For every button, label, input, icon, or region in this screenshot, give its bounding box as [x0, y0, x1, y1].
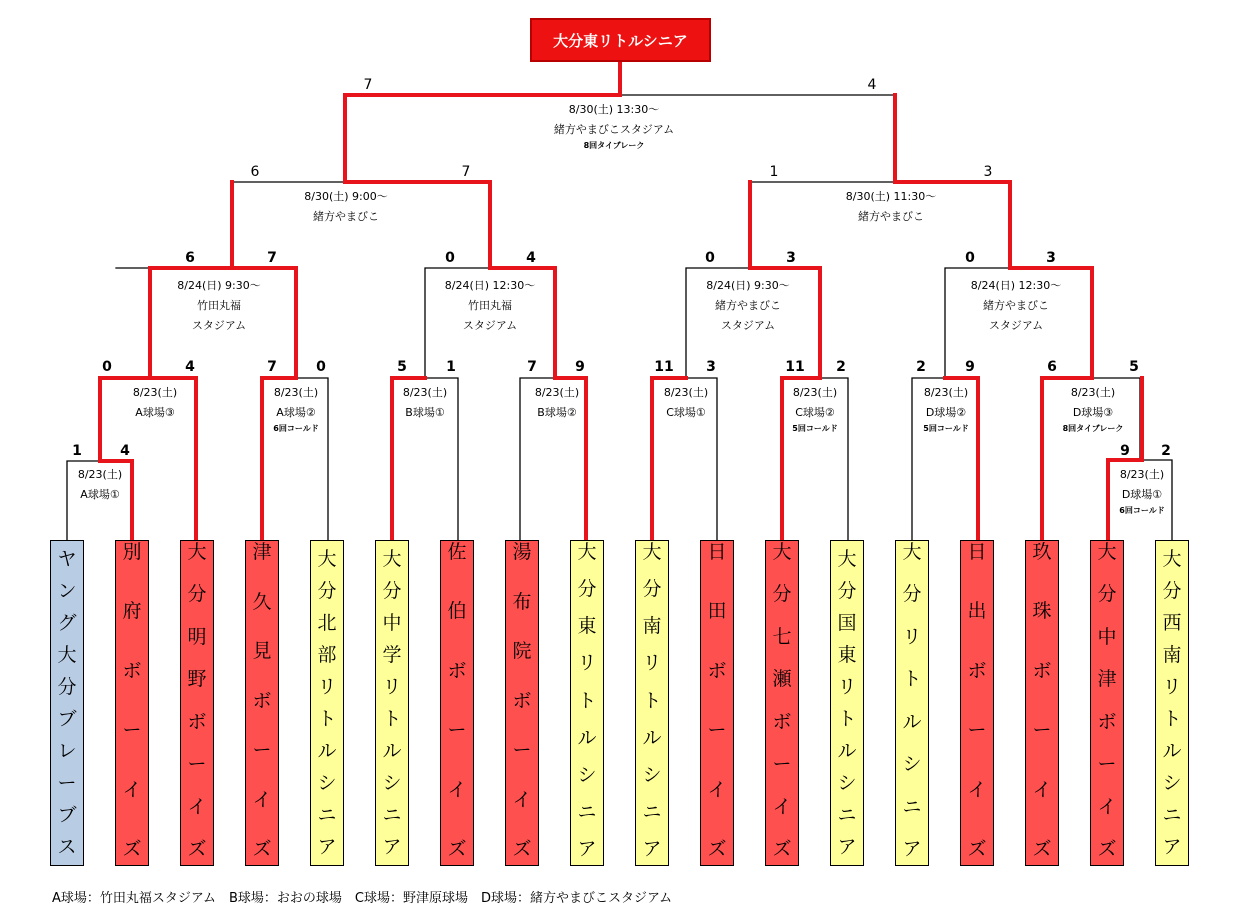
team-name-char: ー	[772, 753, 792, 776]
team-box	[440, 540, 474, 866]
team-name-char: イ	[187, 795, 207, 818]
team-name-char: 分	[837, 580, 857, 602]
team-name-char: 分	[1097, 583, 1117, 606]
match-info-sf2	[846, 187, 936, 227]
team-name-char: ル	[317, 740, 337, 762]
team-name-char: 分	[57, 676, 77, 698]
score-label: 7	[527, 359, 537, 375]
team-box	[180, 540, 214, 866]
match-note: 8回タイブレーク	[583, 141, 645, 150]
team-name-char: リ	[902, 625, 922, 648]
team-name-char: 湯	[512, 541, 532, 563]
team-name-char: ル	[902, 710, 922, 733]
team-name-char: 大	[317, 548, 337, 570]
match-venue: 緒方やまびこ	[857, 210, 924, 223]
team-name-char: 東	[577, 615, 597, 638]
team-name-char: 東	[837, 644, 857, 666]
team-name-char: 日	[967, 541, 987, 563]
match-date: 8/30(土) 9:00～	[304, 190, 388, 203]
match-venue: 緒方やまびこ	[982, 299, 1049, 312]
team-box	[960, 540, 994, 866]
team-name-char: 伯	[447, 600, 467, 623]
team-name-char: ー	[967, 719, 987, 742]
match-venue: 緒方やまびこ	[714, 299, 781, 312]
match-venue: 竹田丸福	[467, 299, 512, 312]
team-name-char: ズ	[1032, 837, 1052, 860]
team-name-char: リ	[642, 652, 662, 675]
match-date: 8/23(土)	[1070, 386, 1116, 399]
score-label: 2	[916, 359, 926, 375]
match-venue: D球場②	[925, 406, 967, 419]
team-box	[1155, 540, 1189, 866]
match-venue: A球場②	[276, 406, 316, 419]
match-date: 8/24(日) 9:30～	[706, 279, 790, 292]
team-name-char: 久	[252, 590, 272, 613]
team-name-char: ア	[382, 836, 402, 858]
team-name-char: イ	[707, 778, 727, 801]
team-name-char: 野	[187, 668, 207, 691]
score-label: 2	[1161, 443, 1171, 459]
match-date: 8/23(土)	[273, 386, 319, 399]
team-name-char: イ	[447, 778, 467, 801]
team-name-char: 大	[772, 541, 792, 563]
team-name-char: 西	[1162, 612, 1182, 634]
team-name-char: ズ	[772, 837, 792, 860]
score-label: 0	[445, 250, 455, 266]
match-date: 8/23(土)	[792, 386, 838, 399]
score-label: 11	[785, 359, 805, 375]
team-name-char: ー	[57, 772, 77, 794]
team-name-char: 見	[252, 640, 272, 662]
team-name-char: シ	[1162, 772, 1182, 794]
team-name-char: ー	[187, 753, 207, 776]
score-label: 1	[769, 164, 779, 180]
team-box	[1090, 540, 1124, 866]
team-name-char: 大	[1097, 541, 1117, 563]
score-label: 1	[72, 443, 82, 459]
team-name-char: リ	[382, 676, 402, 698]
team-name-char: ズ	[967, 837, 987, 860]
team-name-char: 部	[317, 644, 337, 666]
team-name-char: ア	[902, 837, 922, 860]
team-name-char: ズ	[252, 838, 272, 860]
match-note: 6回コールド	[273, 424, 319, 433]
team-name-char: ン	[57, 580, 77, 602]
team-name-char: イ	[772, 795, 792, 818]
match-date: 8/23(土)	[534, 386, 580, 399]
team-box	[375, 540, 409, 866]
score-label: 4	[185, 359, 195, 375]
team-box	[505, 540, 539, 866]
team-name-char: ト	[837, 708, 857, 730]
team-name-char: ー	[122, 719, 142, 742]
team-name-char: シ	[837, 772, 857, 794]
team-name-char: ア	[577, 838, 597, 860]
team-name-char: ト	[382, 708, 402, 730]
team-name-char: イ	[1097, 795, 1117, 818]
team-name-char: ニ	[642, 800, 662, 823]
team-box	[765, 540, 799, 866]
match-note: 5回コールド	[923, 424, 969, 433]
score-label: 6	[185, 250, 195, 266]
champion-box: 大分東リトルシニア	[530, 18, 711, 62]
team-name-char: 津	[1097, 668, 1117, 691]
score-label: 9	[1120, 443, 1130, 459]
team-name-char: 日	[707, 541, 727, 563]
team-name-char: 中	[1097, 625, 1117, 648]
team-name-char: 田	[707, 600, 727, 623]
team-name-char: イ	[1032, 778, 1052, 801]
match-date: 8/24(日) 9:30～	[177, 279, 261, 292]
team-name-char: 分	[1162, 580, 1182, 602]
match-venue: C球場②	[795, 406, 835, 419]
match-venue: スタジアム	[191, 319, 247, 332]
match-info-r16-7	[923, 383, 968, 434]
team-name-char: ル	[577, 726, 597, 749]
team-name-char: ト	[1162, 708, 1182, 730]
team-name-char: 明	[187, 625, 207, 648]
team-name-char: 大	[187, 541, 207, 563]
team-name-char: リ	[1162, 676, 1182, 698]
match-info-r16-1	[133, 383, 177, 423]
match-date: 8/23(土)	[923, 386, 969, 399]
team-name-char: ト	[642, 689, 662, 712]
match-date: 8/23(土)	[132, 386, 178, 399]
team-name-char: ー	[447, 719, 467, 742]
venue-legend: A球場：竹田丸福スタジアム B球場：おおの球場 C球場：野津原球場 D球場：緒方やまびこスタジアム	[52, 891, 673, 906]
team-name-char: ト	[902, 668, 922, 691]
match-info-r16-6	[792, 383, 837, 434]
team-box	[830, 540, 864, 866]
match-venue: C球場①	[666, 406, 706, 419]
team-name-char: リ	[317, 676, 337, 698]
match-venue: D球場③	[1072, 406, 1114, 419]
score-label: 6	[250, 164, 260, 180]
team-name-char: ア	[837, 836, 857, 858]
score-label: 7	[267, 250, 277, 266]
team-name-char: 分	[772, 583, 792, 606]
team-name-char: イ	[122, 778, 142, 801]
team-name-char: ボ	[512, 689, 532, 712]
team-name-char: 大	[382, 548, 402, 570]
score-label: 7	[267, 359, 277, 375]
team-name-char: ニ	[1162, 804, 1182, 826]
team-name-char: 玖	[1032, 541, 1052, 563]
team-name-char: ス	[57, 836, 77, 858]
score-label: 4	[526, 250, 536, 266]
team-name-char: ブ	[57, 708, 77, 730]
team-name-char: ー	[512, 739, 532, 761]
match-info-qf1	[177, 276, 260, 336]
team-name-char: 府	[122, 600, 142, 623]
team-name-char: イ	[967, 778, 987, 801]
team-name-char: 学	[382, 644, 402, 666]
team-name-char: ボ	[447, 659, 467, 682]
match-venue: B球場①	[405, 406, 445, 419]
team-name-char: シ	[382, 772, 402, 794]
team-name-char: ア	[317, 836, 337, 858]
team-name-char: ー	[707, 719, 727, 742]
score-label: 3	[983, 164, 993, 180]
team-name-char: 大	[577, 541, 597, 563]
loser-line	[116, 268, 150, 378]
score-label: 3	[786, 250, 796, 266]
score-label: 5	[397, 359, 407, 375]
team-box	[700, 540, 734, 866]
team-name-char: 南	[642, 615, 662, 638]
team-name-char: 珠	[1032, 600, 1052, 623]
team-name-char: 布	[512, 590, 532, 613]
team-name-char: ボ	[967, 659, 987, 682]
team-name-char: リ	[837, 676, 857, 698]
team-name-char: ヤ	[57, 548, 77, 570]
team-name-char: 大	[1162, 548, 1182, 570]
team-name-char: ニ	[837, 804, 857, 826]
match-note: 8回タイブレーク	[1062, 424, 1124, 433]
match-venue: スタジアム	[988, 319, 1044, 332]
team-name-char: ボ	[1097, 710, 1117, 733]
score-label: 7	[461, 164, 471, 180]
team-box	[895, 540, 929, 866]
team-name-char: ト	[317, 708, 337, 730]
score-label: 6	[1047, 359, 1057, 375]
team-name-char: ル	[1162, 740, 1182, 762]
team-box	[115, 540, 149, 866]
score-label: 7	[363, 77, 373, 93]
match-venue: スタジアム	[462, 319, 518, 332]
score-label: 5	[1129, 359, 1139, 375]
team-name-char: 分	[382, 580, 402, 602]
match-date: 8/23(土)	[663, 386, 709, 399]
team-name-char: 別	[122, 541, 142, 563]
team-name-char: ボ	[707, 659, 727, 682]
team-name-char: ル	[642, 726, 662, 749]
team-name-char: ズ	[447, 837, 467, 860]
team-name-char: シ	[577, 763, 597, 786]
match-venue: 緒方やまびこスタジアム	[553, 123, 675, 136]
team-box	[1025, 540, 1059, 866]
team-box	[570, 540, 604, 866]
team-name-char: 大	[642, 541, 662, 563]
team-name-char: ニ	[382, 804, 402, 826]
team-name-char: 分	[642, 578, 662, 601]
team-name-char: 院	[512, 640, 532, 662]
match-info-r16-3	[403, 383, 447, 423]
team-name-char: レ	[57, 740, 77, 762]
team-name-char: ズ	[707, 837, 727, 860]
team-name-char: ア	[642, 838, 662, 860]
team-name-char: ブ	[57, 804, 77, 826]
team-name-char: リ	[577, 652, 597, 675]
team-name-char: ー	[252, 739, 272, 761]
team-name-char: ズ	[187, 837, 207, 860]
team-name-char: 南	[1162, 644, 1182, 666]
team-name-char: 分	[187, 583, 207, 606]
team-name-char: ル	[382, 740, 402, 762]
team-name-char: ー	[1097, 753, 1117, 776]
match-date: 8/23(土)	[402, 386, 448, 399]
team-name-char: ニ	[317, 804, 337, 826]
match-info-r16-2	[273, 383, 318, 434]
score-label: 9	[965, 359, 975, 375]
match-info-final	[554, 100, 674, 151]
team-name-char: 出	[967, 600, 987, 623]
team-name-char: 大	[837, 548, 857, 570]
match-info-r32-2	[1119, 465, 1164, 516]
team-box	[635, 540, 669, 866]
score-label: 3	[706, 359, 716, 375]
match-note: 5回コールド	[792, 424, 838, 433]
team-name-char: ボ	[1032, 659, 1052, 682]
team-name-char: ア	[1162, 836, 1182, 858]
team-name-char: イ	[512, 788, 532, 811]
match-info-r16-8	[1063, 383, 1124, 434]
score-label: 4	[120, 443, 130, 459]
team-name-char: ル	[837, 740, 857, 762]
team-name-char: 中	[382, 612, 402, 634]
match-venue: 竹田丸福	[196, 299, 241, 312]
match-venue: A球場③	[135, 406, 175, 419]
match-info-qf4	[971, 276, 1061, 336]
team-name-char: ー	[1032, 719, 1052, 742]
team-name-char: 七	[772, 625, 792, 648]
team-name-char: ボ	[252, 689, 272, 712]
team-name-char: シ	[317, 772, 337, 794]
match-date: 8/24(日) 12:30～	[970, 279, 1062, 292]
team-name-char: 佐	[447, 541, 467, 563]
match-venue: D球場①	[1121, 488, 1163, 501]
team-name-char: シ	[642, 763, 662, 786]
match-date: 8/24(日) 12:30～	[444, 279, 536, 292]
team-name-char: グ	[57, 612, 77, 634]
team-name-char: ボ	[122, 659, 142, 682]
team-box	[245, 540, 279, 866]
team-box	[50, 540, 84, 866]
score-label: 9	[575, 359, 585, 375]
team-box	[310, 540, 344, 866]
team-name-char: ズ	[512, 838, 532, 860]
match-date: 8/30(土) 11:30～	[845, 190, 937, 203]
match-date: 8/23(土)	[77, 468, 123, 481]
match-info-qf3	[706, 276, 789, 336]
score-label: 0	[102, 359, 112, 375]
match-venue: 緒方やまびこ	[312, 210, 379, 223]
score-label: 0	[316, 359, 326, 375]
team-name-char: 大	[57, 644, 77, 666]
team-name-char: ト	[577, 689, 597, 712]
team-name-char: ズ	[1097, 837, 1117, 860]
match-note: 6回コールド	[1119, 506, 1165, 515]
team-name-char: イ	[252, 788, 272, 811]
team-name-char: 分	[902, 583, 922, 606]
team-name-char: 瀬	[772, 668, 792, 691]
match-venue: スタジアム	[720, 319, 776, 332]
team-name-char: 分	[577, 578, 597, 601]
score-label: 2	[836, 359, 846, 375]
team-name-char: ボ	[187, 710, 207, 733]
team-name-char: ニ	[902, 795, 922, 818]
team-name-char: ニ	[577, 800, 597, 823]
team-name-char: ズ	[122, 837, 142, 860]
match-venue: A球場①	[80, 488, 120, 501]
match-info-r16-5	[664, 383, 708, 423]
match-date: 8/23(土)	[1119, 468, 1165, 481]
score-label: 3	[1046, 250, 1056, 266]
team-name-char: シ	[902, 753, 922, 776]
team-name-char: ボ	[772, 710, 792, 733]
team-name-char: 津	[252, 541, 272, 563]
match-date: 8/30(土) 13:30～	[568, 103, 660, 116]
team-name-char: 国	[837, 612, 857, 634]
team-name-char: 北	[317, 612, 337, 634]
score-label: 0	[965, 250, 975, 266]
team-name-char: 分	[317, 580, 337, 602]
match-info-qf2	[445, 276, 535, 336]
match-info-sf1	[304, 187, 387, 227]
match-info-r32-1	[78, 465, 122, 505]
score-label: 11	[654, 359, 674, 375]
match-venue: B球場②	[537, 406, 577, 419]
team-name-char: 大	[902, 541, 922, 563]
match-info-r16-4	[535, 383, 579, 423]
score-label: 4	[867, 77, 877, 93]
score-label: 0	[705, 250, 715, 266]
score-label: 1	[446, 359, 456, 375]
